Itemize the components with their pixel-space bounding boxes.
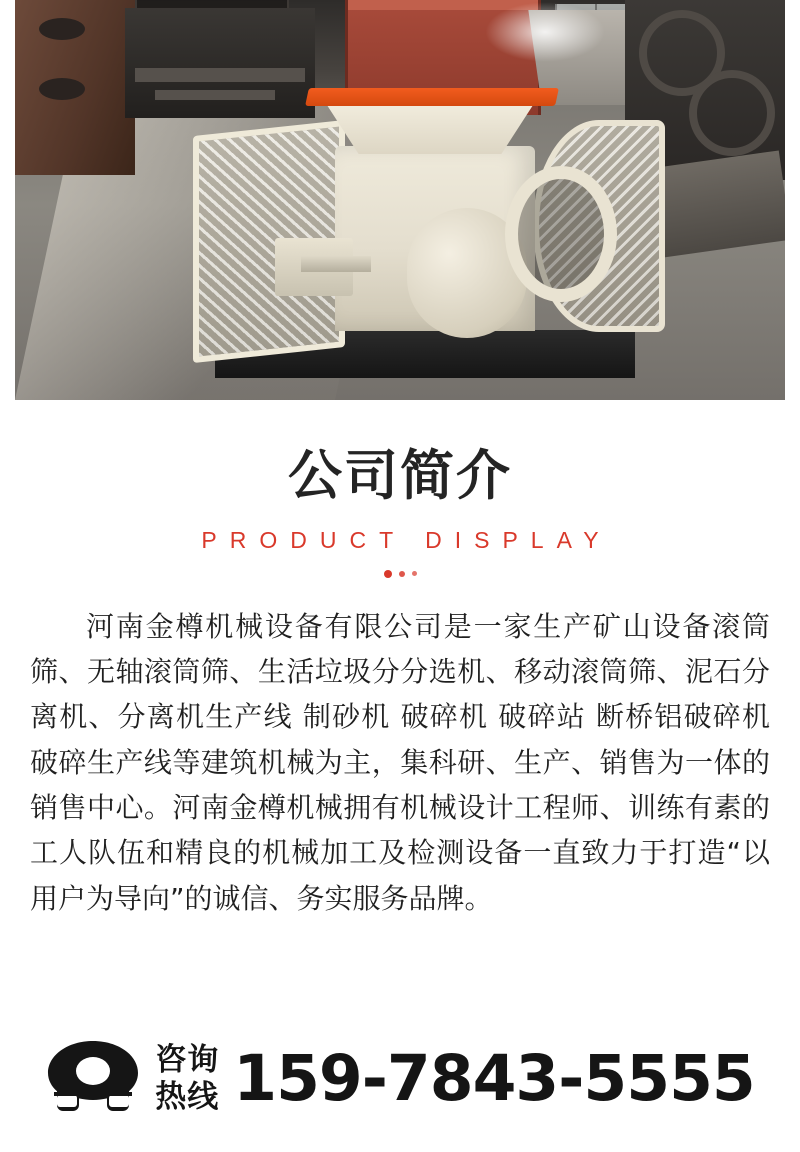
divider-dot <box>399 571 405 577</box>
telephone-icon <box>45 1039 141 1118</box>
roller-crusher <box>175 88 675 378</box>
drive-shaft <box>301 256 371 272</box>
hero-product-photo <box>15 0 785 400</box>
hotline-label <box>155 1042 219 1115</box>
drive-pulley <box>505 166 617 302</box>
hotline-label-line1: 咨询 <box>155 1041 220 1078</box>
divider-dot <box>412 571 417 576</box>
plate-notch <box>39 18 85 40</box>
steel-ring <box>689 70 775 156</box>
company-description: 河南金樽机械设备有限公司是一家生产矿山设备滚筒筛、无轴滚筒筛、生活垃圾分分选机、移动滚筒筛、泥石分离机、分离机生产线 制砂机 破碎机 破碎站 断桥铝破碎机 破碎生产线等建筑机械为主，集科研、生产、销售为一体的销售中心。河南金樽机械拥有机械设计工程师、训练有素的工人队伍和精良的机械加工及检测设备一直致力于打造“以用户为导向”的诚信、务实服务品牌。 <box>30 609 770 915</box>
steel-plate <box>15 0 135 175</box>
divider-dots <box>370 570 430 578</box>
feed-funnel-top-plate <box>305 88 559 106</box>
steam-plume <box>485 2 605 62</box>
feed-funnel <box>325 102 535 154</box>
company-intro-section <box>0 448 800 921</box>
plate-notch <box>39 78 85 100</box>
contact-hotline-bar <box>0 1039 800 1118</box>
page-title: 公司简介 <box>288 446 512 506</box>
phone-number: 159-7843-5555 <box>233 1042 755 1115</box>
divider-dot <box>384 570 392 578</box>
machine-bar <box>135 68 305 82</box>
page-subtitle: PRODUCT DISPLAY <box>201 526 612 553</box>
hotline-label-line2: 热线 <box>155 1078 220 1115</box>
hero-scene <box>15 0 785 400</box>
